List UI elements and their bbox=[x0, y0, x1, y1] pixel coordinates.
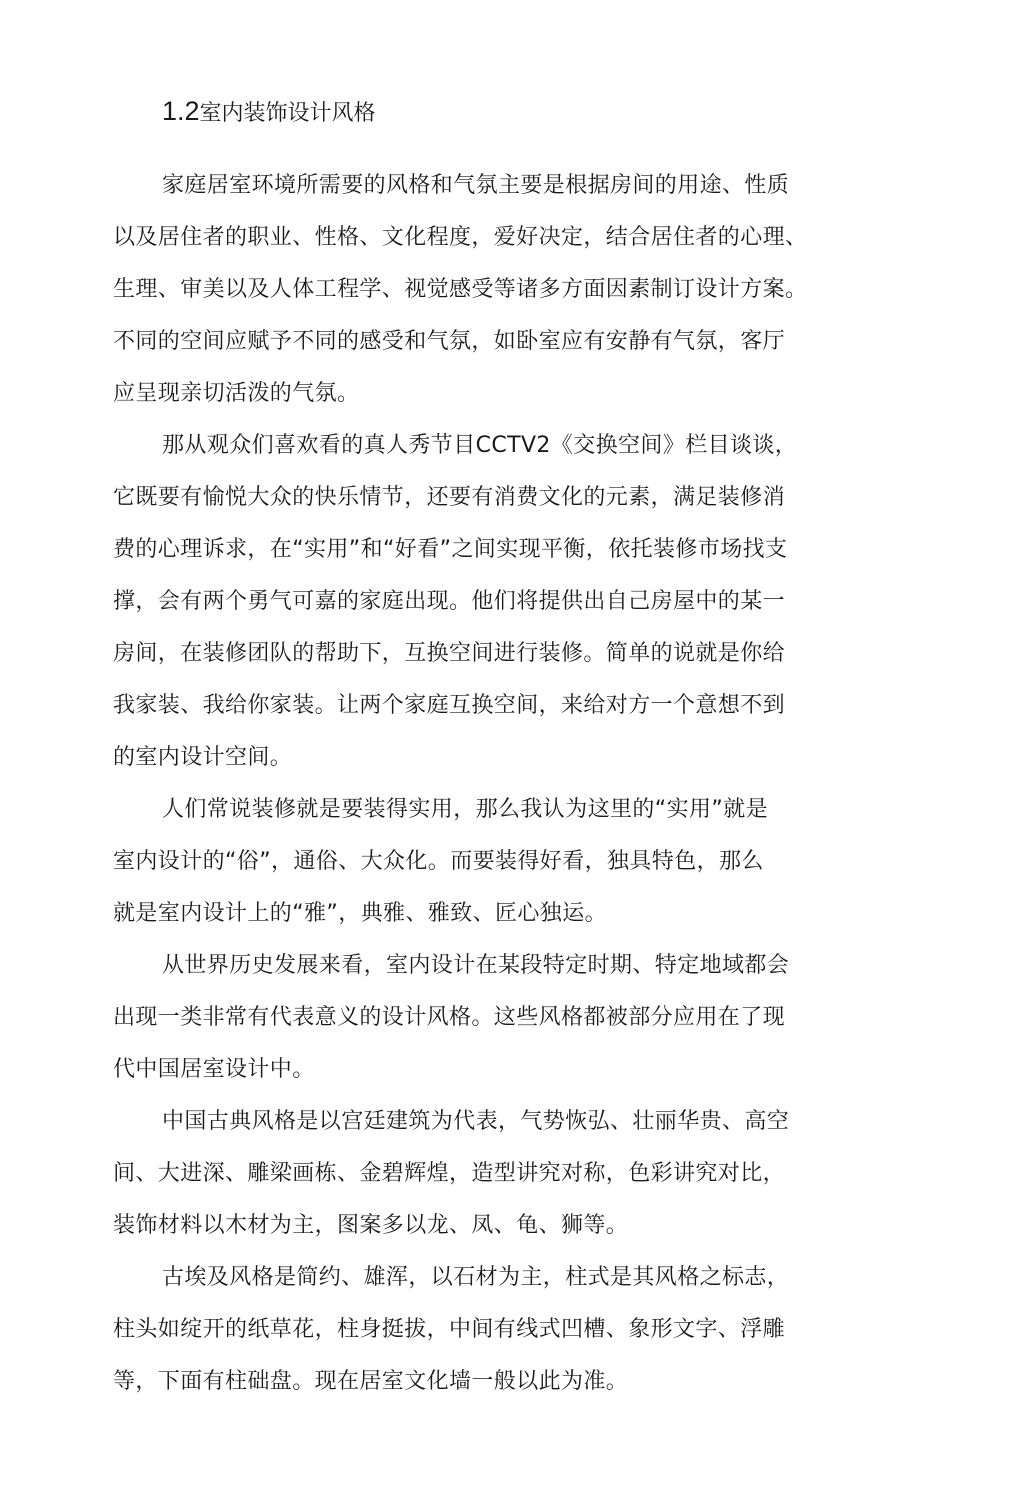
paragraph-line: 撑，会有两个勇气可嘉的家庭出现。他们将提供出自己房屋中的某一 bbox=[113, 589, 786, 614]
paragraph-line: 费的心理诉求，在“实用”和“好看”之间实现平衡，依托装修市场找支 bbox=[113, 537, 788, 562]
paragraph-line: 房间，在装修团队的帮助下，互换空间进行装修。简单的说就是你给 bbox=[113, 641, 786, 666]
paragraph-line: 间、大进深、雕梁画栋、金碧辉煌，造型讲究对称，色彩讲究对比， bbox=[113, 1161, 786, 1186]
paragraph-first-line: 那从观众们喜欢看的真人秀节目CCTV2《交换空间》栏目谈谈， bbox=[162, 433, 798, 458]
section-heading bbox=[162, 94, 376, 131]
paragraph-line: 它既要有愉悦大众的快乐情节，还要有消费文化的元素，满足装修消 bbox=[113, 485, 786, 510]
paragraph-first-line: 从世界历史发展来看，室内设计在某段特定时期、特定地域都会 bbox=[162, 953, 790, 978]
paragraph-line: 我家装、我给你家装。让两个家庭互换空间，来给对方一个意想不到 bbox=[113, 693, 786, 718]
paragraph-line: 应呈现亲切活泼的气氛。 bbox=[113, 381, 360, 406]
paragraph-first-line: 人们常说装修就是要装得实用，那么我认为这里的“实用”就是 bbox=[162, 797, 768, 822]
paragraph-first-line: 中国古典风格是以宫廷建筑为代表，气势恢弘、壮丽华贵、高空 bbox=[162, 1109, 790, 1134]
section-number: 1.2 bbox=[162, 96, 200, 126]
paragraph-line: 的室内设计空间。 bbox=[113, 745, 293, 770]
paragraph-first-line: 家庭居室环境所需要的风格和气氛主要是根据房间的用途、性质 bbox=[162, 173, 790, 198]
paragraph-line: 以及居住者的职业、性格、文化程度，爱好决定，结合居住者的心理、 bbox=[113, 225, 808, 250]
paragraph-line: 就是室内设计上的“雅”，典雅、雅致、匠心独运。 bbox=[113, 901, 607, 926]
section-title: 室内装饰设计风格 bbox=[199, 101, 376, 126]
paragraph-line: 等，下面有柱础盘。现在居室文化墙一般以此为准。 bbox=[113, 1369, 629, 1394]
paragraph-line: 不同的空间应赋予不同的感受和气氛，如卧室应有安静有气氛，客厅 bbox=[113, 329, 786, 354]
paragraph-first-line: 古埃及风格是简约、雄浑，以石材为主，柱式是其风格之标志， bbox=[162, 1265, 790, 1290]
paragraph-line: 出现一类非常有代表意义的设计风格。这些风格都被部分应用在了现 bbox=[113, 1005, 786, 1030]
paragraph-line: 代中国居室设计中。 bbox=[113, 1057, 315, 1082]
paragraph-line: 生理、审美以及人体工程学、视觉感受等诸多方面因素制订设计方案。 bbox=[113, 277, 808, 302]
paragraph-line: 柱头如绽开的纸草花，柱身挺拔，中间有线式凹槽、象形文字、浮雕 bbox=[113, 1317, 786, 1342]
paragraph-line: 室内设计的“俗”，通俗、大众化。而要装得好看，独具特色，那么 bbox=[113, 849, 764, 874]
paragraph-line: 装饰材料以木材为主，图案多以龙、凤、龟、狮等。 bbox=[113, 1213, 629, 1238]
